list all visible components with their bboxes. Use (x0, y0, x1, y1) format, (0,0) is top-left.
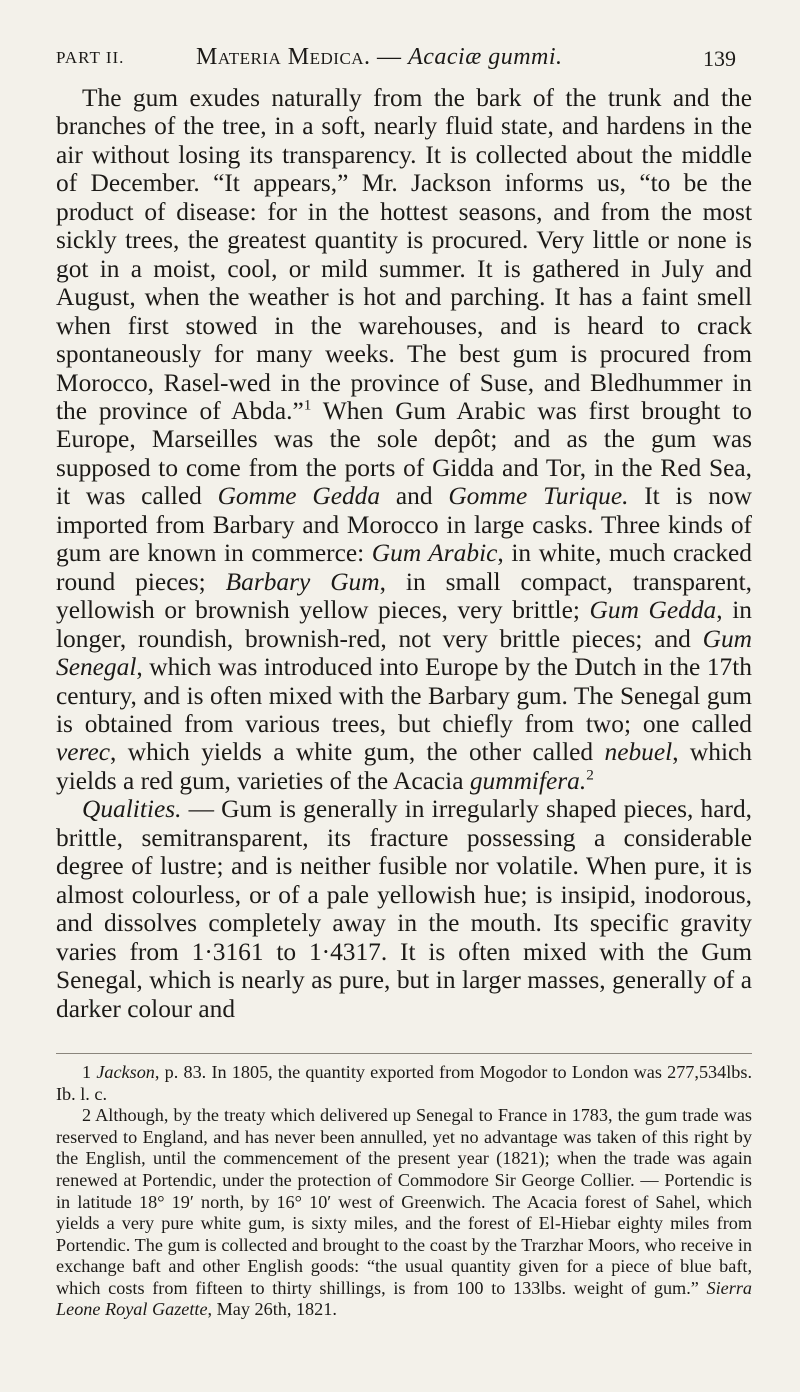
footnote (56, 1105, 752, 1321)
italic-text: Jackson (96, 1061, 155, 1082)
running-title-italic: Acaciæ gummi. (408, 44, 563, 70)
text-run: , which was introduced into Europe by the Dutch in the 17th century, and is often mixed with the Barbary gum. The Senegal gum is obtained from various trees, but chiefly from two; one called (56, 653, 752, 738)
italic-text: Gum Gedda (589, 596, 717, 625)
text-run: 2 Although, by the treaty which delivered up Senegal to France in 1783, the gum trade was reserved to England, and has never been annulled, yet no advantage was taken of this right by the English, until the commencement of the present year (1821); when the trade was again renewed at Portendic, under the protection of Commodore Sir George Collier. — Portendic is in latitude 18° 19′ north, by 16° 10′ west of Greenwich. The Acacia forest of Sahel, which yields a very pure white gum, is sixty miles, and the forest of El-Hiebar eighty miles from Portendic. The gum is collected and brought to the coast by the Trarzhar Moors, who receive in exchange baft and other English goods: “the usual quantity given for a piece of blue baft, which costs from fifteen to thirty shillings, is from 100 to 133lbs. weight of gum.” (56, 1105, 752, 1298)
text-run: , May 26th, 1821. (207, 1299, 337, 1320)
italic-text: Qualities. (82, 795, 182, 824)
italic-text: Gomme Turique. (448, 482, 629, 511)
italic-text: Gomme Gedda (217, 482, 381, 511)
text-run: When Gum Arabic was first brought to Europe, Marseilles was the sole depôt; and as the gum was supposed to come from the ports of Gidda and Tor, in the Red Sea, it was called (56, 396, 752, 511)
italic-text: Gum Senegal (56, 624, 752, 682)
page-number: 139 (703, 46, 736, 71)
footnotes (56, 1062, 752, 1321)
text-run: , in white, much cracked round pieces; (56, 539, 752, 596)
text-run: , in small compact, transparent, yellowish or brownish yellow pieces, very brittle; (56, 567, 752, 625)
text-run: — Gum is generally in irregularly shaped pieces, hard, brittle, semitransparent, its fracture possessing a considerable degree of lustre; and is neither fusible nor volatile. When pure, it is almost colourless, or of a pale yellowish hue; is insipid, inodorous, and dissolves completely away in the mouth. Its specific gravity varies from 1·3161 to 1·4317. It is often mixed with the Gum Senegal, which is nearly as pure, but in larger masses, generally of a darker colour and (56, 795, 752, 1023)
text-run: , p. 83. In 1805, the quantity exported from Mogodor to London was 277,534lbs. Ib. l. c. (56, 1061, 752, 1104)
italic-text: verec (56, 738, 111, 767)
italic-text: Barbary Gum (225, 567, 380, 596)
footnote-rule (56, 1053, 752, 1054)
italic-text: gummifera. (469, 766, 587, 795)
italic-text: nebuel (604, 738, 673, 767)
footnote-ref: 2 (586, 766, 594, 784)
text-run: , in longer, roundish, brownish-red, not very brittle pieces; and (56, 596, 752, 653)
paragraph (56, 795, 752, 1023)
text-run: It is now imported from Barbary and Morocco in large casks. Three kinds of gum are known in commerce: (56, 482, 752, 568)
text-run: 1 (82, 1061, 97, 1082)
running-title-main: Materia Medica. — (196, 44, 409, 70)
part-label: PART II. (56, 48, 125, 67)
main-text (56, 84, 752, 1023)
italic-text: Sierra Leone Royal Gazette (56, 1277, 752, 1320)
text-run: , which yields a red gum, varieties of the Acacia (56, 738, 752, 795)
text-run: The gum exudes naturally from the bark of the trunk and the branches of the tree, in a soft, nearly fluid state, and hardens in the air without losing its transparency. It is collected about the middle of December. “It appears,” Mr. Jackson informs us, “to be the product of disease: for in the hottest seasons, and from the most sickly trees, the greatest quantity is procured. Very little or none is got in a moist, cool, or mild summer. It is gathered in July and August, when the weather is hot and parching. It has a faint smell when first stowed in the warehouses, and is heard to crack spontaneously for many weeks. The best gum is procured from Morocco, Rasel-wed in the province of Suse, and Bledhummer in the province of Abda.” (56, 84, 752, 425)
paragraph (56, 84, 752, 795)
running-header (56, 44, 752, 84)
text-run: and (380, 482, 449, 511)
italic-text: Gum Arabic (371, 539, 498, 568)
footnote (56, 1062, 752, 1105)
running-title (196, 44, 563, 71)
footnote-ref: 1 (303, 396, 312, 414)
text-run: , which yields a white gum, the other called (110, 738, 605, 767)
